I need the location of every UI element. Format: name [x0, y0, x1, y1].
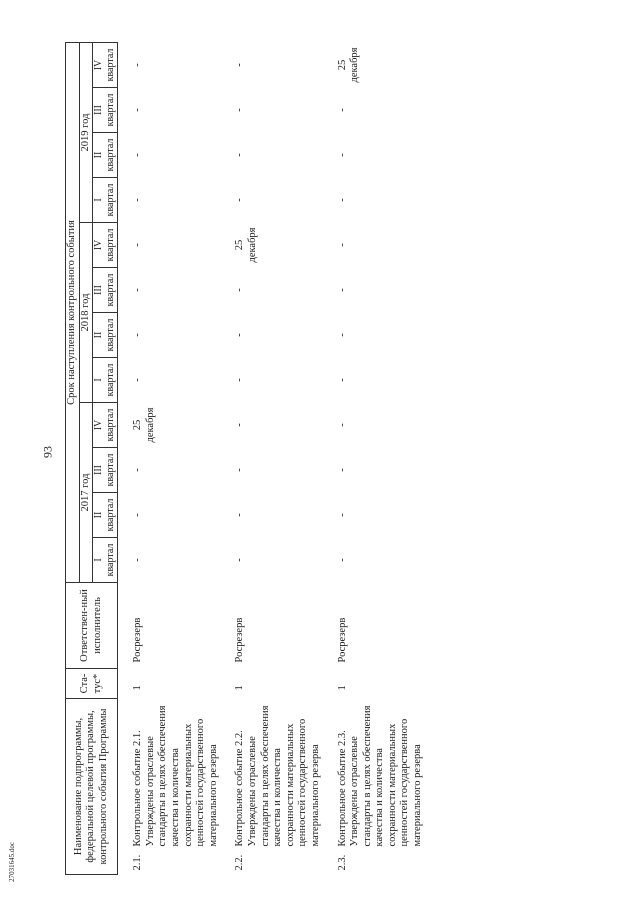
empty-dash: - — [132, 243, 144, 247]
quarter-header — [93, 448, 118, 493]
row-spacer — [220, 43, 234, 875]
quarter-num: I — [93, 198, 105, 202]
quarter-word: квартал — [105, 273, 117, 307]
empty-dash: - — [234, 153, 246, 157]
quarter-cell — [132, 88, 220, 133]
empty-dash: - — [336, 513, 348, 517]
quarter-num: IV — [93, 59, 105, 71]
quarter-cell — [132, 313, 220, 358]
event-title — [234, 699, 322, 849]
table-row — [132, 43, 220, 875]
header-executor-column: Ответствен-ный исполнитель — [66, 583, 118, 669]
row-spacer-cell — [323, 43, 337, 875]
empty-dash: - — [132, 153, 144, 157]
quarter-header — [93, 268, 118, 313]
quarter-word: квартал — [105, 93, 117, 127]
quarter-header — [93, 313, 118, 358]
empty-dash: - — [132, 198, 144, 202]
deadline-date: декабря — [246, 227, 258, 263]
header-status-column: Ста-тус* — [66, 669, 118, 699]
quarter-cell — [132, 178, 220, 223]
quarter-cell — [234, 448, 322, 493]
quarter-cell — [132, 43, 220, 88]
event-executor: Росрезерв — [336, 617, 348, 663]
quarter-cell — [132, 358, 220, 403]
row-spacer — [323, 43, 337, 875]
event-status: 1 — [234, 685, 246, 691]
quarter-cell — [234, 538, 322, 583]
header-year-2018: 2018 год — [79, 223, 93, 403]
quarter-num: II — [93, 331, 105, 339]
quarter-cell — [234, 493, 322, 538]
empty-dash: - — [234, 378, 246, 382]
event-status: 1 — [132, 685, 144, 691]
table-body — [118, 43, 425, 875]
empty-dash: - — [336, 108, 348, 112]
empty-dash: - — [336, 198, 348, 202]
event-executor: Росрезерв — [132, 617, 144, 663]
page-number: 93 — [40, 446, 55, 458]
empty-dash: - — [132, 63, 144, 67]
empty-dash: - — [234, 423, 246, 427]
empty-dash: - — [234, 198, 246, 202]
header-year-2017: 2017 год — [79, 403, 93, 583]
quarter-word: квартал — [105, 318, 117, 352]
quarter-cell — [337, 448, 425, 493]
quarter-cell — [132, 538, 220, 583]
quarter-num: III — [93, 285, 105, 295]
row-spacer — [118, 43, 133, 875]
quarter-word: квартал — [105, 498, 117, 532]
quarter-header — [93, 223, 118, 268]
quarter-num: I — [93, 378, 105, 382]
quarter-cell — [234, 178, 322, 223]
empty-dash: - — [234, 288, 246, 292]
quarter-word: квартал — [105, 408, 117, 442]
rotated-table-sheet — [60, 0, 635, 905]
quarter-header — [93, 358, 118, 403]
empty-dash: - — [336, 333, 348, 337]
quarter-cell — [337, 403, 425, 448]
table-row — [234, 43, 322, 875]
header-deadline-group: Срок наступления контрольного события — [66, 43, 80, 583]
quarter-header — [93, 133, 118, 178]
quarter-cell — [132, 133, 220, 178]
event-status: 1 — [336, 685, 348, 691]
quarter-cell — [234, 223, 322, 268]
footer-file-name: 27031645.doc — [8, 842, 16, 882]
quarter-cell — [337, 358, 425, 403]
quarter-cell — [337, 43, 425, 88]
quarter-cell — [337, 268, 425, 313]
empty-dash: - — [336, 243, 348, 247]
row-spacer-cell — [118, 43, 133, 875]
event-number: 2.3. — [336, 854, 348, 871]
empty-dash: - — [132, 333, 144, 337]
deadline-date: декабря — [349, 47, 361, 83]
empty-dash: - — [336, 288, 348, 292]
quarter-cell — [234, 43, 322, 88]
event-heading: Контрольное событие 2.1. — [132, 730, 144, 847]
quarter-cell — [337, 313, 425, 358]
empty-dash: - — [234, 63, 246, 67]
deadline-date: 25 — [336, 59, 348, 71]
event-title — [337, 699, 425, 849]
header-name-column: Наименование подпрограммы, федеральной целевой программы, контрольного события Программы — [66, 699, 118, 875]
quarter-num: III — [93, 465, 105, 475]
empty-dash: - — [234, 513, 246, 517]
empty-dash: - — [234, 558, 246, 562]
quarter-cell — [234, 403, 322, 448]
quarter-num: II — [93, 511, 105, 519]
quarter-cell — [337, 223, 425, 268]
quarter-cell — [337, 538, 425, 583]
quarter-header — [93, 88, 118, 133]
event-title — [132, 699, 220, 849]
empty-dash: - — [336, 423, 348, 427]
quarter-word: квартал — [105, 48, 117, 82]
quarter-cell — [337, 178, 425, 223]
event-number: 2.2. — [234, 854, 246, 871]
quarter-word: квартал — [105, 543, 117, 577]
quarter-cell — [132, 448, 220, 493]
quarter-header — [93, 43, 118, 88]
empty-dash: - — [132, 513, 144, 517]
quarter-cell — [234, 133, 322, 178]
quarter-header — [93, 538, 118, 583]
event-number: 2.1. — [132, 854, 144, 871]
empty-dash: - — [132, 558, 144, 562]
control-events-table — [65, 42, 425, 875]
table-row — [337, 43, 425, 875]
quarter-num: IV — [93, 419, 105, 431]
empty-dash: - — [132, 288, 144, 292]
quarter-cell — [234, 358, 322, 403]
quarter-cell — [337, 133, 425, 178]
quarter-cell — [337, 88, 425, 133]
quarter-cell — [132, 223, 220, 268]
empty-dash: - — [336, 378, 348, 382]
quarter-cell — [132, 403, 220, 448]
empty-dash: - — [234, 468, 246, 472]
empty-dash: - — [132, 378, 144, 382]
quarter-cell — [132, 493, 220, 538]
event-description: Утверждены отраслевые стандарты в целях обеспечения качества и количества сохранности материальных ценностей государственного материального резерва — [144, 705, 219, 847]
header-year-2019: 2019 год — [79, 43, 93, 223]
quarter-cell — [132, 268, 220, 313]
quarter-word: квартал — [105, 228, 117, 262]
quarter-num: I — [93, 558, 105, 562]
empty-dash: - — [132, 108, 144, 112]
quarter-header — [93, 493, 118, 538]
quarter-cell — [234, 313, 322, 358]
deadline-date: декабря — [144, 407, 156, 443]
empty-dash: - — [336, 558, 348, 562]
quarter-header — [93, 403, 118, 448]
empty-dash: - — [234, 108, 246, 112]
empty-dash: - — [336, 468, 348, 472]
quarter-word: квартал — [105, 183, 117, 217]
row-spacer-cell — [220, 43, 234, 875]
quarter-word: квартал — [105, 453, 117, 487]
event-description: Утверждены отраслевые стандарты в целях обеспечения качества и количества сохранности материальных ценностей государственного материального резерва — [246, 705, 321, 847]
quarter-header — [93, 178, 118, 223]
event-executor: Росрезерв — [234, 617, 246, 663]
empty-dash: - — [132, 468, 144, 472]
quarter-cell — [234, 268, 322, 313]
quarter-word: квартал — [105, 138, 117, 172]
event-description: Утверждены отраслевые стандарты в целях обеспечения качества и количества сохранности материальных ценностей государственного материального резерва — [349, 705, 424, 847]
quarter-num: IV — [93, 239, 105, 251]
quarter-cell — [337, 493, 425, 538]
event-heading: Контрольное событие 2.2. — [234, 730, 246, 847]
quarter-num: II — [93, 151, 105, 159]
deadline-date: 25 — [132, 419, 144, 431]
quarter-word: квартал — [105, 363, 117, 397]
deadline-date: 25 — [234, 239, 246, 251]
event-heading: Контрольное событие 2.3. — [336, 730, 348, 847]
empty-dash: - — [336, 153, 348, 157]
quarter-cell — [234, 88, 322, 133]
quarter-num: III — [93, 105, 105, 115]
empty-dash: - — [234, 333, 246, 337]
